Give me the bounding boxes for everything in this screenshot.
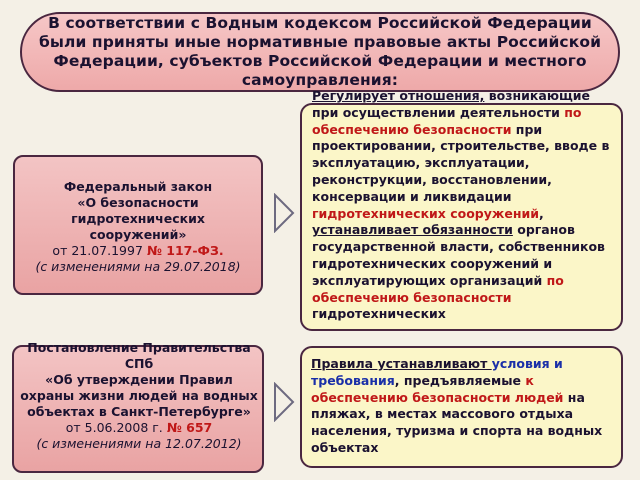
desc1-text-c: , (538, 205, 544, 221)
law1-number: № 117-ФЗ. (146, 243, 224, 258)
law2-title: «Об утверждении Правил охраны жизни людей на водных объектах в Санкт-Петербурге» (20, 372, 258, 419)
law1-description (312, 88, 618, 326)
desc1-text-a: возникающие при осуществлении деятельности (312, 88, 591, 120)
law1-type: Федеральный закон (63, 179, 213, 194)
desc1-highlight-b: гидротехнических сооружений (312, 205, 539, 221)
desc2-conditions: условия и требования (311, 356, 563, 388)
law2-description (311, 356, 617, 457)
law1-title: «О безопасности гидротехнических сооружений» (71, 195, 205, 242)
desc1-text-b: при проектировании, строительстве, вводе в эксплуатацию, эксплуатации, реконструкции, восстановлении, консервации и ликвидации (312, 121, 610, 204)
desc1-highlight-a: по обеспечению безопасности (312, 104, 582, 137)
desc1-highlight-c: по обеспечению безопасности (312, 272, 564, 305)
federal-law-text (22, 179, 254, 275)
header-title: В соответствии с Водным кодексом Российской Федерации были приняты иные нормативные правовые акты Российской Федерации, субъектов Российской Федерации и местного самоуправления: (38, 14, 602, 89)
arrow-right-icon (273, 382, 295, 422)
desc1-regulates: Регулирует отношения, (312, 88, 485, 103)
desc2-text-a: , предъявляемые (394, 372, 526, 388)
law1-date-prefix: от 21.07.1997 (52, 243, 147, 258)
spb-resolution-text (20, 340, 258, 452)
law2-date (20, 420, 258, 436)
law2-date-prefix: от 5.06.2008 г. (65, 420, 167, 435)
law2-number: № 657 (166, 420, 213, 435)
desc1-text-d: органов государственной власти, собственников гидротехнических сооружений и эксплуатирующих организаций (312, 222, 605, 288)
desc1-duties: устанавливает обязанности (312, 222, 513, 238)
desc1-text-e: гидротехнических (312, 306, 446, 322)
law2-type: Постановление Правительства СПб (27, 340, 251, 371)
law1-date (22, 243, 254, 259)
arrow-right-icon (273, 193, 295, 233)
desc2-rules: Правила устанавливают (311, 356, 492, 371)
desc2-safety: к обеспечению безопасности людей (311, 372, 564, 405)
desc2-text-b: на пляжах, в местах массового отдыха населения, туризма и спорта на водных объектах (311, 389, 603, 455)
law2-amended: (с изменениями на 12.07.2012) (36, 436, 242, 451)
law1-amended: (с изменениями на 29.07.2018) (35, 259, 241, 274)
